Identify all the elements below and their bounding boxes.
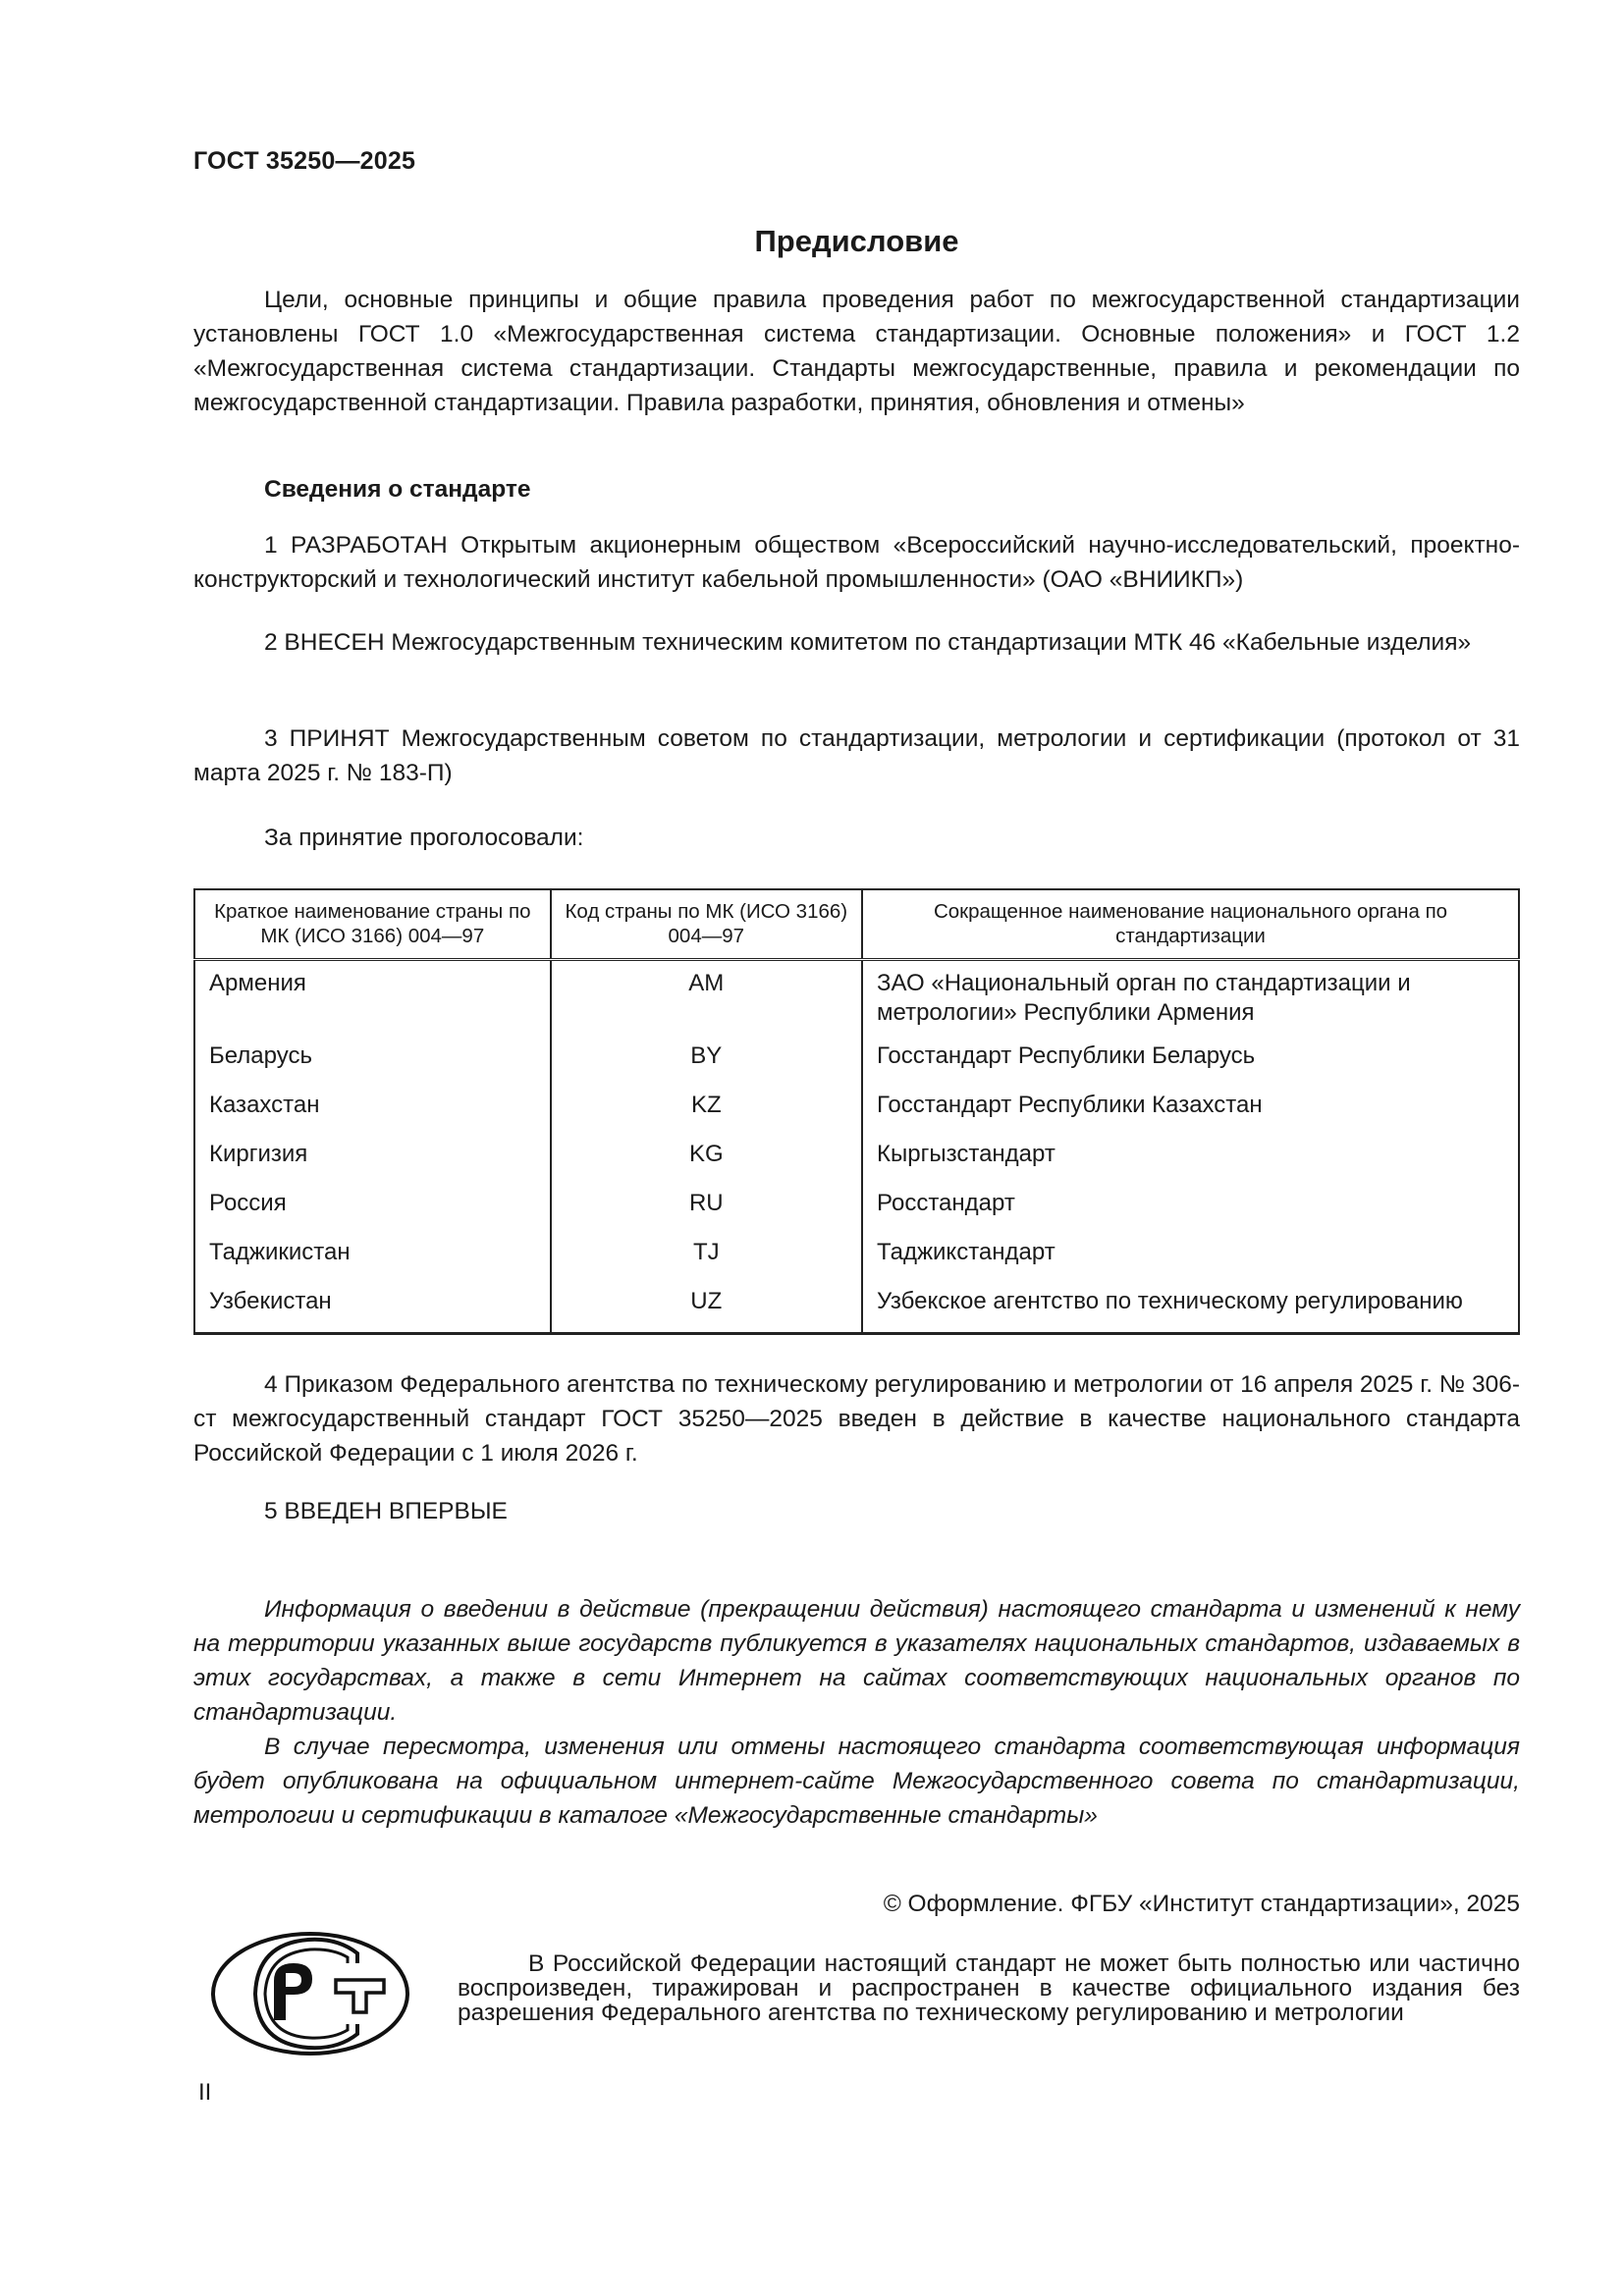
cell-code: KZ	[551, 1091, 862, 1140]
cell-country: Россия	[194, 1189, 551, 1238]
cell-code: TJ	[551, 1238, 862, 1287]
cell-national-body: Кыргызстандарт	[862, 1140, 1519, 1189]
table-row	[194, 960, 1519, 1042]
document-id: ГОСТ 35250—2025	[193, 147, 416, 175]
item-4	[193, 1367, 1520, 1470]
voting-countries-table	[193, 888, 1520, 1335]
italic-note-2	[193, 1730, 1520, 1833]
cell-code: BY	[551, 1041, 862, 1091]
table-row	[194, 1189, 1519, 1238]
column-header-national-body: Сокращенное наименование национального органа по стандартизации	[862, 889, 1519, 960]
cell-code: UZ	[551, 1287, 862, 1334]
cell-national-body: Таджикстандарт	[862, 1238, 1519, 1287]
copyright-line: © Оформление. ФГБУ «Институт стандартизации», 2025	[883, 1891, 1520, 1917]
cell-country: Беларусь	[194, 1041, 551, 1091]
table-row	[194, 1041, 1519, 1091]
column-header-country: Краткое наименование страны по МК (ИСО 3166) 004—97	[194, 889, 551, 960]
cell-country: Узбекистан	[194, 1287, 551, 1334]
info-heading: Сведения о стандарте	[264, 476, 531, 503]
item-3-text: 3 ПРИНЯТ Межгосударственным советом по стандартизации, метрологии и сертификации (протокол от 31 марта 2025 г. № 183-П)	[193, 725, 1520, 786]
cell-national-body: Госстандарт Республики Казахстан	[862, 1091, 1519, 1140]
table-header-row	[194, 889, 1519, 960]
item-2-text: 2 ВНЕСЕН Межгосударственным техническим комитетом по стандартизации МТК 46 «Кабельные изделия»	[264, 629, 1472, 656]
item-2	[193, 625, 1520, 660]
item-4-text: 4 Приказом Федерального агентства по техническому регулированию и метрологии от 16 апреля 2025 г. № 306-ст межгосударственный стандарт ГОСТ 35250—2025 введен в действие в качестве национального стандарта Российской Федерации с 1 июля 2026 г.	[193, 1371, 1520, 1467]
page-title: Предисловие	[754, 224, 959, 258]
table-row	[194, 1287, 1519, 1334]
italic-note-1-text: Информация о введении в действие (прекращении действия) настоящего стандарта и изменений к нему на территории указанных выше государств публикуется в указателях национальных стандартов, издаваемых в этих государствах, а также в сети Интернет на сайтах соответствующих национальных органов по стандартизации.	[193, 1596, 1520, 1726]
cell-national-body: ЗАО «Национальный орган по стандартизации и метрологии» Республики Армения	[862, 960, 1519, 1042]
cell-code: KG	[551, 1140, 862, 1189]
intro-text: Цели, основные принципы и общие правила проведения работ по межгосударственной стандартизации установлены ГОСТ 1.0 «Межгосударственная система стандартизации. Основные положения» и ГОСТ 1.2 «Межгосударственная система стандартизации. Стандарты межгосударственные, правила и рекомендации по межгосударственной стандартизации. Правила разработки, принятия, обновления и отмены»	[193, 287, 1520, 416]
intro-paragraph	[193, 283, 1520, 420]
cell-national-body: Росстандарт	[862, 1189, 1519, 1238]
column-header-code: Код страны по МК (ИСО 3166) 004—97	[551, 889, 862, 960]
cell-country: Казахстан	[194, 1091, 551, 1140]
italic-note-1	[193, 1592, 1520, 1730]
table-row	[194, 1091, 1519, 1140]
table-row	[194, 1238, 1519, 1287]
cell-country: Армения	[194, 960, 551, 1042]
item-1	[193, 528, 1520, 597]
cell-national-body: Госстандарт Республики Беларусь	[862, 1041, 1519, 1091]
page-number: II	[198, 2079, 212, 2106]
table-row	[194, 1140, 1519, 1189]
cell-code: RU	[551, 1189, 862, 1238]
cell-code: AM	[551, 960, 862, 1042]
cell-country: Киргизия	[194, 1140, 551, 1189]
item-5: 5 ВВЕДЕН ВПЕРВЫЕ	[264, 1498, 508, 1524]
cell-national-body: Узбекское агентство по техническому регулированию	[862, 1287, 1519, 1334]
reproduction-notice	[458, 1951, 1520, 2025]
italic-note-2-text: В случае пересмотра, изменения или отмены настоящего стандарта соответствующая информация будет опубликована на официальном интернет-сайте Межгосударственного совета по стандартизации, метрологии и сертификации в каталоге «Межгосударственные стандарты»	[193, 1734, 1520, 1829]
votes-label: За принятие проголосовали:	[264, 825, 584, 851]
rst-certification-mark-icon	[210, 1930, 410, 2057]
item-3	[193, 721, 1520, 790]
cell-country: Таджикистан	[194, 1238, 551, 1287]
item-1-text: 1 РАЗРАБОТАН Открытым акционерным обществом «Всероссийский научно-исследовательский, проектно-конструкторский и технологический институт кабельной промышленности» (ОАО «ВНИИКП»)	[193, 532, 1520, 593]
reproduction-notice-text: В Российской Федерации настоящий стандарт не может быть полностью или частично воспроизведен, тиражирован и распространен в качестве официального издания без разрешения Федерального агентства по техническому регулированию и метрологии	[458, 1950, 1520, 2026]
